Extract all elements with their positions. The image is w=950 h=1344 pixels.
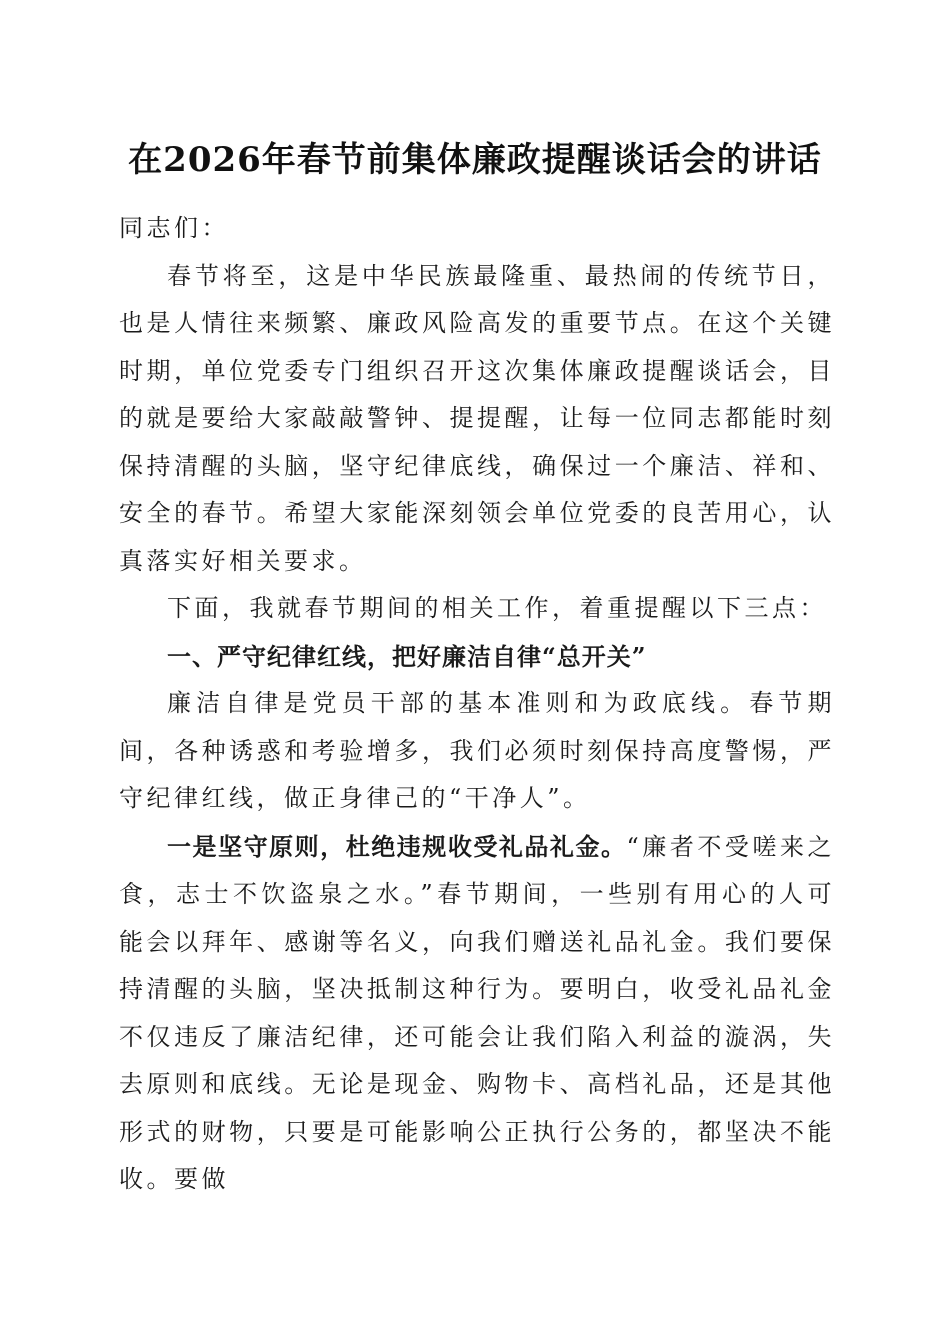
section-heading-1: 一、严守纪律红线，把好廉洁自律“总开关” (167, 641, 647, 671)
document-body (119, 205, 835, 1204)
point1-lead: 一是坚守原则，杜绝违规收受礼品礼金。 (167, 831, 627, 861)
document-title: 在2026年春节前集体廉政提醒谈话会的讲话 (128, 140, 822, 180)
paragraph-point1 (119, 823, 835, 1204)
paragraph-section1: 廉洁自律是党员干部的基本准则和为政底线。春节期间，各种诱惑和考验增多，我们必须时刻保持高度警惕，严守纪律红线，做正身律己的“干净人”。 (119, 689, 835, 812)
paragraph-intro: 春节将至，这是中华民族最隆重、最热闹的传统节日，也是人情往来频繁、廉政风险高发的重要节点。在这个关键时期，单位党委专门组织召开这次集体廉政提醒谈话会，目的就是要给大家敲敲警钟、提提醒，让每一位同志都能时刻保持清醒的头脑，坚守纪律底线，确保过一个廉洁、祥和、安全的春节。希望大家能深刻领会单位党委的良苦用心，认真落实好相关要求。 (119, 261, 835, 575)
point1-body: “廉者不受嗟来之食，志士不饮盗泉之水。”春节期间，一些别有用心的人可能会以拜年、感谢等名义，向我们赠送礼品礼金。我们要保持清醒的头脑，坚决抵制这种行为。要明白，收受礼品礼金不仅违反了廉洁纪律，还可能会让我们陷入利益的漩涡，失去原则和底线。无论是现金、购物卡、高档礼品，还是其他形式的财物，只要是可能影响公正执行公务的，都坚决不能收。要做 (119, 832, 836, 1193)
salutation: 同志们： (119, 214, 229, 242)
paragraph-transition: 下面，我就春节期间的相关工作，着重提醒以下三点： (167, 594, 827, 622)
